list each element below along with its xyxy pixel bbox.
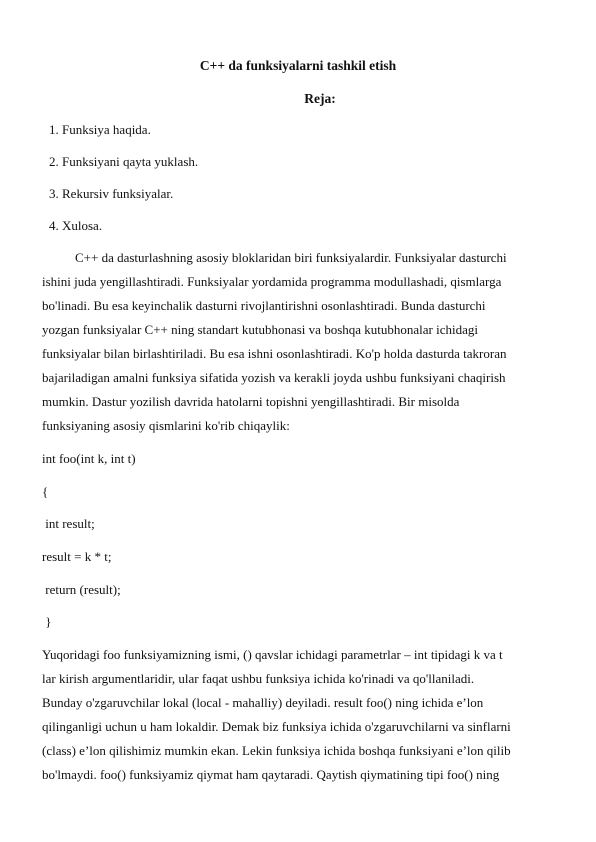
paragraph-line: Bunday o'zgaruvchilar lokal (local - mahalliy) deyiladi. result foo() ning ichida e’lon: [42, 695, 484, 710]
page-title: C++ da funksiyalarni tashkil etish: [199, 58, 397, 73]
code-line: int result;: [42, 516, 95, 531]
paragraph-line: (class) e’lon qilishimiz mumkin ekan. Lekin funksiya ichida boshqa funksiyani e’lon qilib: [42, 743, 511, 758]
paragraph-line: lar kirish argumentlaridir, ular faqat ushbu funksiya ichida ko'rinadi va qo'llaniladi.: [42, 671, 475, 686]
code-line: int foo(int k, int t): [42, 451, 136, 466]
plan-item: 4. Xulosa.: [49, 218, 103, 233]
code-line: result = k * t;: [42, 549, 112, 564]
paragraph-line: C++ da dasturlashning asosiy bloklaridan biri funksiyalardir. Funksiyalar dasturchi: [75, 250, 507, 265]
paragraph-line: ishini juda yengillashtiradi. Funksiyalar yordamida programma modullashadi, qismlarga: [42, 274, 502, 289]
code-line: {: [42, 484, 49, 499]
plan-heading: Reja:: [304, 91, 336, 106]
plan-item: 3. Rekursiv funksiyalar.: [49, 186, 174, 201]
paragraph-line: bo'linadi. Bu esa keyinchalik dasturni rivojlantirishni osonlashtiradi. Bunda dasturchi: [42, 298, 486, 313]
paragraph-line: funksiyaning asosiy qismlarini ko'rib chiqaylik:: [42, 418, 290, 433]
paragraph-line: Yuqoridagi foo funksiyamizning ismi, () qavslar ichidagi parametrlar – int tipidagi k va t: [42, 647, 503, 662]
code-line: }: [42, 614, 52, 629]
paragraph-line: bajariladigan amalni funksiya sifatida yozish va kerakli joyda ushbu funksiyani chaqirish: [42, 370, 506, 385]
plan-item: 1. Funksiya haqida.: [49, 122, 151, 137]
paragraph-line: bo'lmaydi. foo() funksiyamiz qiymat ham qaytaradi. Qaytish qiymatining tipi foo() ning: [42, 767, 500, 782]
plan-item: 2. Funksiyani qayta yuklash.: [49, 154, 199, 169]
paragraph-line: mumkin. Dastur yozilish davrida hatolarni topishni yengillashtiradi. Bir misolda: [42, 394, 460, 409]
paragraph-line: yozgan funksiyalar C++ ning standart kutubhonasi va boshqa kutubhonalar ichidagi: [42, 322, 478, 337]
paragraph-line: qilinganligi uchun u ham lokaldir. Demak biz funksiya ichida o'zgaruvchilarni va sinflarni: [42, 719, 511, 734]
paragraph-line: funksiyalar bilan birlashtiriladi. Bu esa ishni osonlashtiradi. Ko'p holda dasturda takroran: [42, 346, 507, 361]
code-line: return (result);: [42, 582, 121, 597]
